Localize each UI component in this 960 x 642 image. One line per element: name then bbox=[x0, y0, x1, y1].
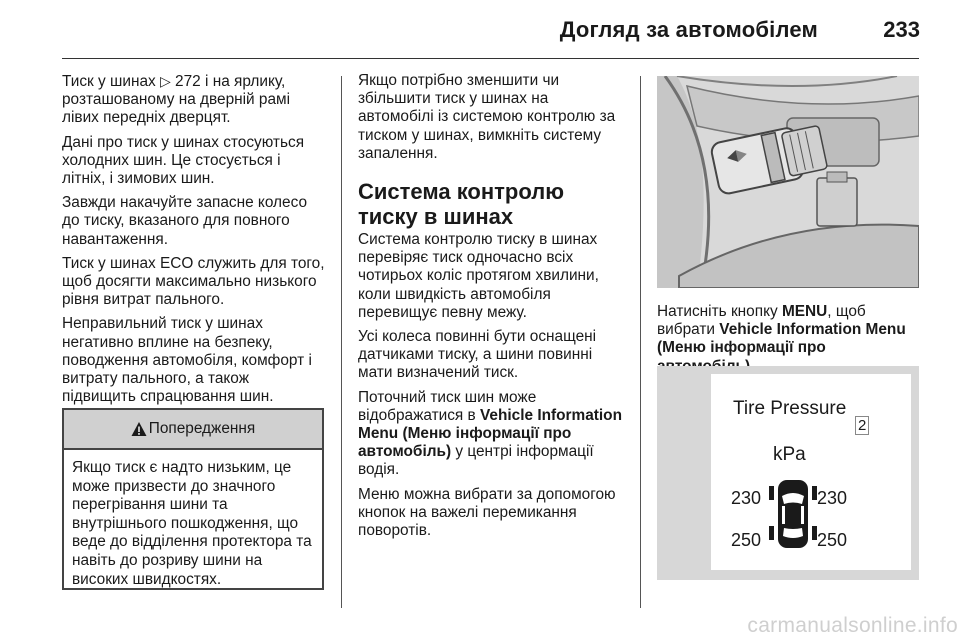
page-ref-icon: ▷ bbox=[159, 73, 171, 89]
column-2 bbox=[358, 72, 626, 546]
page-header bbox=[0, 0, 960, 58]
vehicle-info-menu-name: Vehicle Information Menu (Меню інформації про bbox=[657, 321, 906, 357]
paragraph-tpms-check: Система контролю тиску в шинах перевіряє тиск одночасно всіх чотирьох коліс протягом хвилини, коли швидкість автомобіля перевищує певну межу. bbox=[358, 231, 599, 321]
page-number: 233 bbox=[883, 17, 920, 42]
chapter-title: Догляд за автомобілем bbox=[559, 17, 818, 42]
paragraph-eco-pressure: Тиск у шинах ECO служить для того, щоб досягти максимально низького рівня витрат пального. bbox=[62, 254, 325, 309]
column-1 bbox=[62, 72, 326, 412]
column-divider-1 bbox=[341, 76, 342, 608]
paragraph-menu-select: Меню можна вибрати за допомогою кнопок на важелі перемикання поворотів. bbox=[358, 485, 616, 540]
tire-pressure-screen bbox=[711, 374, 911, 570]
pressure-unit: kPa bbox=[773, 444, 806, 465]
tire-pressure-display-figure bbox=[657, 366, 919, 580]
tire-pressure-title: Tire Pressure bbox=[733, 398, 847, 419]
column-divider-2 bbox=[640, 76, 641, 608]
section-heading-tpms: Система контролю тиску в шинах bbox=[358, 179, 565, 230]
menu-name: Vehicle Information Menu (Меню інформації про автомобіль) bbox=[358, 406, 622, 461]
paragraph-cold-tires: Дані про тиск у шинах стосуються холодних шин. Це стосується і літніх, і зимових шин. bbox=[62, 133, 305, 188]
paragraph-current-pressure: Поточний тиск шин може відображатися в Vehicle Information Menu (Меню інформації про автомобіль) у центрі інформації водія. bbox=[358, 388, 622, 479]
front-right-pressure: 230 bbox=[817, 488, 848, 508]
menu-instruction: Натисніть кнопку MENU, щоб вибрати Vehicle Information Menu (Меню інформації про bbox=[657, 303, 919, 376]
paragraph-spare-wheel: Завжди накачуйте запасне колесо до тиску, вказаного для повного навантаження. bbox=[62, 194, 308, 248]
display-page-indicator: 2 bbox=[855, 416, 869, 435]
paragraph-sensors: Усі колеса повинні бути оснащені датчиками тиску, а шини повинні мати визначений тиск. bbox=[358, 328, 597, 382]
menu-button-name: MENU bbox=[781, 303, 828, 320]
watermark: carmanualsonline.info bbox=[747, 614, 958, 637]
warning-header bbox=[64, 410, 322, 450]
warning-title: Попередження bbox=[148, 420, 256, 437]
paragraph-tire-pressure-ref: Тиск у шинах ▷ 272 і на ярлику, розташованому на дверній рамі лівих передніх дверцят. bbox=[62, 73, 291, 127]
paragraph-ignition-off: Якщо потрібно зменшити чи збільшити тиск у шинах на автомобілі із системою контролю за тиском у шинах, вимкніть систему запалення. bbox=[358, 72, 616, 162]
turn-signal-lever-illustration bbox=[657, 76, 919, 288]
car-top-view-icon bbox=[769, 478, 817, 550]
header-divider bbox=[62, 58, 919, 59]
rear-left-pressure: 250 bbox=[731, 530, 762, 550]
page-ref-link[interactable]: 272 bbox=[175, 73, 201, 90]
rear-right-pressure: 250 bbox=[817, 530, 848, 550]
front-left-pressure: 230 bbox=[731, 488, 762, 508]
warning-box bbox=[62, 408, 324, 590]
paragraph-incorrect-pressure: Неправильний тиск у шинах негативно вплине на безпеку, поводження автомобіля, комфорт і витрату пального, а також підвищить спрацювання шин. bbox=[62, 315, 312, 406]
warning-triangle-icon bbox=[131, 421, 147, 437]
turn-signal-lever-figure bbox=[657, 76, 919, 288]
warning-text: Якщо тиск є надто низьким, це може призвести до значного перегрівання шини та внутрішнього пошкодження, що веде до відділення протектора та навіть до розриву шини на високих швидкостях. bbox=[72, 459, 312, 588]
